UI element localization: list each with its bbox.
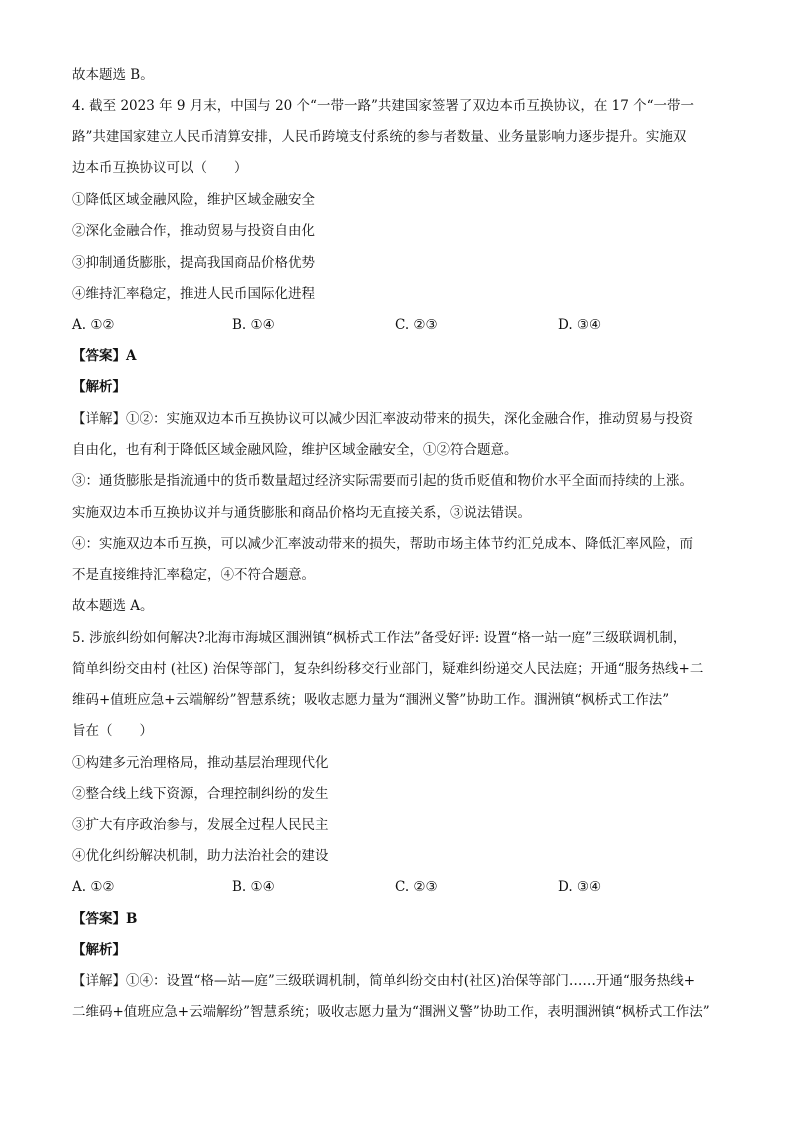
q4-stem-line-3: 边本币互换协议可以（ ）: [72, 160, 248, 176]
q4-analysis-label: 【解析】: [72, 379, 126, 395]
q4-item-2: ②深化金融合作，推动贸易与投资自由化: [72, 223, 315, 239]
q5-item-3: ③扩大有序政治参与，发展全过程人民民主: [72, 817, 329, 833]
q5-item-2: ②整合线上线下资源，合理控制纠纷的发生: [72, 786, 329, 802]
q4-item-3: ③抑制通货膨胀，提高我国商品价格优势: [72, 255, 315, 271]
q5-stem-line-4: 旨在（ ）: [72, 723, 153, 739]
q4-stem-line-2: 路”共建国家建立人民币清算安排，人民币跨境支付系统的参与者数量、业务量影响力逐步提升。实施双: [72, 129, 687, 145]
q5-choice-a: A. ①②: [72, 879, 115, 895]
q5-choice-c: C. ②③: [395, 879, 438, 895]
q5-choice-d: D. ③④: [558, 879, 602, 895]
q5-item-1: ①构建多元治理格局，推动基层治理现代化: [72, 755, 329, 771]
q5-analysis-line-2: 二维码+值班应急+云端解纷”智慧系统；吸收志愿力量为“涠洲义警”协助工作，表明涠洲镇“枫桥式工作法”: [72, 1004, 710, 1020]
q4-conclusion: 故本题选 A。: [72, 598, 154, 614]
q4-item-1: ①降低区域金融风险，维护区域金融安全: [72, 192, 315, 208]
q3-conclusion: 故本题选 B。: [72, 67, 154, 83]
q4-answer: 【答案】A: [72, 348, 137, 364]
q4-analysis-line-3: ③：通货膨胀是指流通中的货币数量超过经济实际需要而引起的货币贬值和物价水平全面而持续的上涨。: [72, 473, 693, 489]
q5-choice-b: B. ①④: [232, 879, 275, 895]
q4-choice-d: D. ③④: [558, 317, 602, 333]
q4-choice-a: A. ①②: [72, 317, 115, 333]
q5-stem-line-3: 维码+值班应急+云端解纷”智慧系统；吸收志愿力量为“涠洲义警”协助工作。涠洲镇“枫桥式工作法”: [72, 692, 670, 708]
q5-item-4: ④优化纠纷解决机制，助力法治社会的建设: [72, 848, 329, 864]
q5-stem-line-2: 简单纠纷交由村 (社区) 治保等部门，复杂纠纷移交行业部门，疑难纠纷递交人民法庭；开通“服务热线+二: [72, 661, 704, 677]
q5-analysis-line-1: 【详解】①④：设置“格—站—庭”三级联调机制，简单纠纷交由村(社区)治保等部门……开通“服务热线+: [72, 973, 696, 989]
q4-analysis-line-2: 自由化，也有利于降低区域金融风险，维护区域金融安全，①②符合题意。: [72, 442, 518, 458]
q5-analysis-label: 【解析】: [72, 942, 126, 958]
q5-stem-line-1: 5. 涉旅纠纷如何解决?北海市海城区涠洲镇“枫桥式工作法”备受好评: 设置“格一站一庭”三级联调机制，: [72, 630, 687, 646]
q4-item-4: ④维持汇率稳定，推进人民币国际化进程: [72, 286, 315, 302]
q4-choice-b: B. ①④: [232, 317, 275, 333]
q5-answer: 【答案】B: [72, 911, 138, 927]
q4-analysis-line-5: ④：实施双边本币互换，可以减少汇率波动带来的损失，帮助市场主体节约汇兑成本、降低汇率风险，而: [72, 536, 693, 552]
q4-analysis-line-4: 实施双边本币互换协议并与通货膨胀和商品价格均无直接关系，③说法错误。: [72, 505, 531, 521]
q4-stem-line-1: 4. 截至 2023 年 9 月末，中国与 20 个“一带一路”共建国家签署了双边本币互换协议，在 17 个“一带一: [72, 98, 695, 114]
q4-choice-c: C. ②③: [395, 317, 438, 333]
q4-analysis-line-6: 不是直接维持汇率稳定，④不符合题意。: [72, 567, 315, 583]
q4-analysis-line-1: 【详解】①②：实施双边本币互换协议可以减少因汇率波动带来的损失，深化金融合作，推动贸易与投资: [72, 411, 693, 427]
